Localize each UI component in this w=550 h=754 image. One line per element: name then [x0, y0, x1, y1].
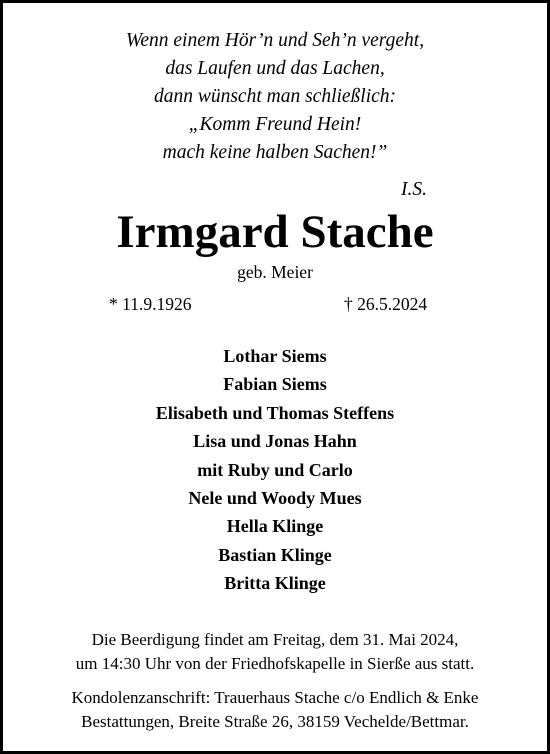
condolence-line: Bestattungen, Breite Straße 26, 38159 Vechelde/Bettmar.	[81, 712, 469, 731]
mourner: Lothar Siems	[223, 346, 327, 366]
mourner: Elisabeth und Thomas Steffens	[155, 402, 395, 423]
poem-line: mach keine halben Sachen!”	[162, 142, 388, 163]
mourner: Britta Klinge	[224, 573, 326, 594]
funeral-info	[3, 628, 547, 676]
funeral-line: um 14:30 Uhr von der Friedhofskapelle in Sierße aus statt.	[75, 654, 475, 673]
poem-line: „Komm Freund Hein!	[188, 114, 362, 135]
funeral-line: Die Beerdigung findet am Freitag, dem 31. Mai 2024,	[91, 630, 459, 649]
poem-line: Wenn einem Hör’n und Seh’n vergeht,	[125, 30, 425, 51]
deceased-name: Irmgard Stache	[116, 206, 434, 258]
poem-author: I.S.	[401, 179, 427, 200]
condolence-line: Kondolenzanschrift: Trauerhaus Stache c/o Endlich & Enke	[71, 688, 479, 707]
mourner: Lisa und Jonas Hahn	[193, 431, 357, 452]
mourner: mit Ruby und Carlo	[197, 459, 353, 480]
condolence-address	[3, 686, 547, 734]
mourner: Fabian Siems	[223, 374, 327, 395]
birth-name: geb. Meier	[237, 262, 313, 282]
death-date: † 26.5.2024	[344, 294, 428, 314]
mourner: Nele und Woody Mues	[188, 488, 362, 509]
poem-line: das Laufen und das Lachen,	[165, 58, 385, 79]
poem	[3, 27, 547, 167]
mourners-list	[3, 342, 547, 598]
mourner: Hella Klinge	[226, 516, 324, 537]
birth-date: * 11.9.1926	[109, 294, 192, 314]
poem-line: dann wünscht man schließlich:	[153, 86, 397, 107]
mourner: Bastian Klinge	[218, 544, 332, 565]
